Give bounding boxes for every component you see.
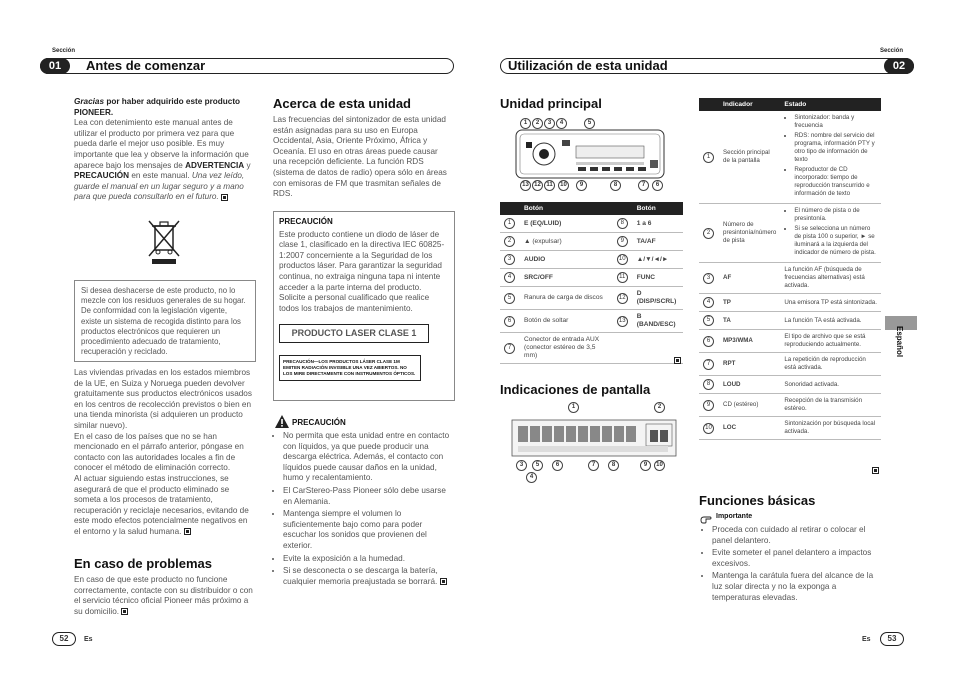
table-row: 10 LOC Sintonización por búsqueda local activada.: [699, 417, 881, 440]
caution2-item-text: Si se desconecta o se descarga la batería, cualquier memoria preajustada se borrará.: [283, 566, 438, 586]
eu-text: Las viviendas privadas en los estados miembros de la UE, en Suiza y Noruega pueden devolver gratuitamente sus productos electrónicos usados en los centros de recolección previstos o bien en una tienda minorista (si adquieren un producto similar nuevo). En el caso de los países que no se han mencionado en el párrafo anterior, póngase en contacto con las autoridades locales a fin de conocer el método de eliminación correcto. Al actuar siguiendo estas instrucciones, se asegurará de que el producto eliminado se someta a los procesos de tratamiento, recuperación y reciclaje necesarios, evitando de este modo efectos potencialmente negativos en el entorno y la salud humana.: [74, 368, 252, 536]
end-mark: [221, 194, 228, 201]
weee-bin-icon: [142, 218, 186, 266]
unit-label: 8: [610, 180, 621, 191]
display-label: 3: [516, 460, 527, 471]
language-tab-label-wrap: [890, 326, 910, 376]
section-title-right: Utilización de esta unidad: [508, 58, 668, 73]
unit-label: 10: [558, 180, 569, 191]
unidad-text: Las frecuencias del sintonizador de esta unidad están asignadas para su uso en Europa Occidental, Asia, Oriente Próximo, África y Oceanía. El uso en otras áreas puede causar una recepción deficiente. La función RDS (sistema de datos de radio) opera sólo en áreas con emisoras de FM que trasmitan señales de RDS.: [273, 115, 447, 199]
lang-label-left: Es: [84, 636, 93, 643]
col-header: Estado: [780, 98, 881, 111]
seccion-label-left: Sección: [52, 48, 76, 54]
caution2-item: [283, 566, 455, 587]
end-mark: [674, 352, 681, 370]
unit-label: 5: [584, 118, 595, 129]
intro-p1a: Lea con detenimiento este manual antes de utilizar el producto por primera vez para que pueda darle el mejor uso posible. Es muy importante que lea y observe la información que aparece bajo los mensajes de: [74, 118, 249, 170]
caution2-item: • No permita que esta unidad entre en contacto con líquidos, ya que puede producir una descarga eléctrica. Además, el contacto con líquidos puede causar daños en la unidad, humo y recalentamiento.: [283, 431, 455, 484]
end-mark: [440, 578, 447, 585]
table-row: 1 Sección principal de la pantalla • Sintonizador: banda y frecuencia • RDS: nombre del servicio del programa, información PTY y otro tipo de información de texto • Reproductor de CD incorporado: tiempo de reproducción transcurrido e información de texto: [699, 111, 881, 204]
y-word: y: [244, 160, 251, 170]
importante-item: • Mantenga la carátula fuera del alcance de la luz solar directa y no la exponga a temperaturas elevadas.: [712, 571, 882, 603]
caution2-item: • Evite la exposición a la humedad.: [283, 554, 455, 565]
caution2-heading: PRECAUCIÓN: [292, 418, 346, 427]
table-row: 2 ▲ (expulsar) 9 TA/AF: [500, 233, 683, 251]
display-label: 7: [588, 460, 599, 471]
table-row: 1 E (EQ/LUID) 8 1 a 6: [500, 215, 683, 233]
indicator-table: [699, 98, 881, 440]
table-row: 5 TA La función TA está activada.: [699, 312, 881, 330]
table-row: 4 TP Una emisora TP está sintonizada.: [699, 294, 881, 312]
display-label: 2: [654, 402, 665, 413]
laser-class-label: PRODUCTO LASER CLASE 1: [279, 324, 429, 343]
unit-label: 9: [576, 180, 587, 191]
intro-rest: por haber adquirido este producto PIONEER.: [74, 97, 241, 117]
problemas-title: En caso de problemas: [74, 556, 212, 571]
intro-p1b: en este manual.: [129, 171, 192, 181]
end-mark: [872, 462, 879, 480]
importante-heading: Importante: [716, 513, 753, 520]
table-row: 7 RPT La repetición de reproducción está activada.: [699, 353, 881, 376]
intro-p1c: Una vez leído, guarde el manual en un lugar seguro y a mano para que pueda consultarlo en el futuro.: [74, 171, 245, 202]
language-tab-label: Español: [895, 326, 904, 358]
gracias-word: Gracias: [74, 97, 105, 106]
table-row: 6 MP3/WMA El tipo de archivo que se está reproduciendo actualmente.: [699, 330, 881, 353]
eu-disposal-text: [74, 368, 256, 538]
table-row: 3 AUDIO 10 ▲/▼/◄/►: [500, 251, 683, 269]
caution2-list: [273, 431, 455, 589]
table-row: 9 CD (estéreo) Recepción de la transmisión estéreo.: [699, 394, 881, 417]
recycle-info-box: Si desea deshacerse de este producto, no lo mezcle con los residuos generales de su hogar. De conformidad con la legislación vigente, existe un sistema de recogida distinto para los productos electrónicos que requieren un procedimiento adecuado de tratamiento, recuperación y reciclado.: [74, 280, 256, 362]
hand-icon: [700, 511, 712, 521]
caution-text: Este producto contiene un diodo de láser de clase 1, clasificado en la directiva IEC 60825-1:2007 concerniente a la Seguridad de los productos láser. Para garantizar la seguridad continua, no extraiga ninguna tapa ni intente acceder a la parte interna del producto. Solicite a personal cualificado que realice todos los trabajos de mantenimiento.: [279, 229, 445, 313]
importante-item: • Evite someter el panel delantero a impactos excesivos.: [712, 548, 882, 569]
unit-label: 3: [544, 118, 555, 129]
head-unit-illustration: [506, 118, 686, 192]
section-title-left: Antes de comenzar: [86, 58, 206, 73]
unit-label: 2: [532, 118, 543, 129]
table-row: 8 LOUD Sonoridad activada.: [699, 376, 881, 394]
unit-label: 11: [544, 180, 555, 191]
table-row: 6 Botón de soltar 13 B (BAND/ESC): [500, 310, 683, 333]
end-mark: [184, 528, 191, 535]
problemas-text: [74, 575, 256, 617]
unit-label: 1: [520, 118, 531, 129]
caution-heading: PRECAUCIÓN: [279, 217, 333, 226]
col-header: Botón: [520, 202, 613, 215]
table-row: 7 Conector de entrada AUX (conector estéreo de 3,5 mm): [500, 333, 683, 364]
lang-label-right: Es: [862, 636, 871, 643]
caution2-item: • Mantenga siempre el volumen lo suficientemente bajo como para poder escuchar los sonidos que provienen del exterior.: [283, 509, 455, 551]
table-row: 4 SRC/OFF 11 FUNC: [500, 269, 683, 287]
laser-warning-label: PRECAUCIÓN—LOS PRODUCTOS LÁSER CLASE 1M EMITEN RADIACIÓN INVISIBLE UNA VEZ ABIERTOS. NO LOS MIRE DIRECTAMENTE CON INSTRUMENTOS ÓPTICOS.: [279, 355, 421, 381]
table-row: 5 Ranura de carga de discos 12 D (DISP/SCRL): [500, 287, 683, 310]
display-label: 6: [552, 460, 563, 471]
table-row: 3 AF La función AF (búsqueda de frecuencias alternativas) está activada.: [699, 263, 881, 294]
display-label: 9: [640, 460, 651, 471]
display-label: 10: [654, 460, 665, 471]
unit-label: 6: [652, 180, 663, 191]
display-label: 1: [568, 402, 579, 413]
unit-label: 12: [532, 180, 543, 191]
display-illustration: [508, 402, 680, 484]
warning-triangle-icon: [275, 415, 289, 428]
importante-list: [702, 525, 882, 605]
page-number-right: 53: [880, 632, 904, 646]
display-label: 8: [608, 460, 619, 471]
unit-label: 4: [556, 118, 567, 129]
funciones-title: Funciones básicas: [699, 493, 816, 508]
seccion-label-right: Sección: [880, 48, 904, 54]
col-header: Indicador: [719, 98, 780, 111]
indicaciones-title: Indicaciones de pantalla: [500, 382, 651, 397]
caution2-item: • El CarStereo-Pass Pioneer sólo debe usarse en Alemania.: [283, 486, 455, 507]
buttons-table: [500, 202, 683, 364]
page-number-left: 52: [52, 632, 76, 646]
table-row: 2 Número de presintonía/número de pista • El número de pista o de presintonía. • Si se selecciona un número de pista 100 o superior, ► se iluminará a la izquierda del indicador de número de pista.: [699, 204, 881, 263]
adv-word: ADVERTENCIA: [185, 160, 245, 170]
prec-word: PRECAUCIÓN: [74, 171, 130, 181]
display-label: 5: [532, 460, 543, 471]
intro-text: [74, 97, 254, 203]
unidad-principal-title: Unidad principal: [500, 96, 602, 111]
importante-item: • Proceda con cuidado al retirar o colocar el panel delantero.: [712, 525, 882, 546]
display-label: 4: [526, 472, 537, 483]
unidad-title: Acerca de esta unidad: [273, 96, 411, 111]
end-mark: [121, 608, 128, 615]
problemas-body: En caso de que este producto no funcione correctamente, contacte con su distribuidor o con el servicio técnico oficial Pioneer más próximo a su domicilio.: [74, 575, 253, 616]
unit-label: 7: [638, 180, 649, 191]
unit-label: 13: [520, 180, 531, 191]
laser-caution-box: [273, 211, 455, 401]
col-header: Botón: [633, 202, 683, 215]
section-number-right: 02: [884, 58, 914, 74]
section-number-left: 01: [40, 58, 70, 74]
